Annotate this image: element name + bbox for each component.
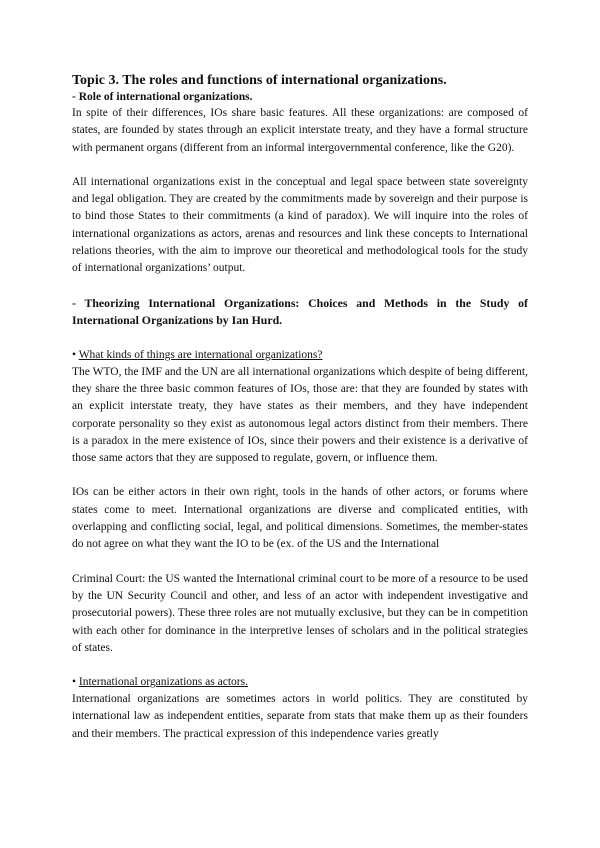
spacer <box>72 278 528 295</box>
paragraph-basic-features: In spite of their differences, IOs share basic features. All these organizations: are composed of states, are founded by states through an explicit interstate treaty, and they have a formal structure with permanent organs (different from an informal intergovernmental conference, like the G20). <box>72 107 528 154</box>
section-heading-theorizing: - Theorizing International Organizations: Choices and Methods in the Study of International Organizations by Ian Hurd. <box>72 295 528 328</box>
paragraph-sovereignty: All international organizations exist in the conceptual and legal space between state sovereignty and legal obligation. They are created by the commitments made by sovereign and their purpose is to bind those States to their commitments (a kind of paradox). We will inquire into the roles of international organizations as actors, arenas and resources and link these concepts to International relations theories, with the aim to improve our theoretical and methodological tools for the study of international organizations’ output. <box>72 175 528 275</box>
bullet-title: International organizations as actors. <box>78 676 248 689</box>
spacer <box>72 157 528 174</box>
spacer <box>72 554 528 571</box>
paragraph-roles: IOs can be either actors in their own right, tools in the hands of other actors, or forums where states come to meet. International organizations are diverse and complicated entities, with overlapping and conflicting social, legal, and political dimensions. Sometimes, the member-states do not agree on what they want the IO to be (ex. of the US and the International <box>72 486 528 551</box>
paragraph-criminal-court: Criminal Court: the US wanted the International criminal court to be more of a resource to be used by the UN Security Council and other, and less of an actor with independent investigative and prosecutorial powers). These three roles are not mutually exclusive, but they can be in competition with each other for dominance in the interpretive lenses of scholars and in the political strategies of states. <box>72 572 528 654</box>
bullet-title: What kinds of things are international organizations? <box>78 348 323 361</box>
bullet-marker: • <box>72 348 77 361</box>
bullet-heading-kinds <box>72 347 528 364</box>
spacer <box>72 657 528 674</box>
document-page <box>72 72 528 743</box>
spacer <box>72 467 528 484</box>
paragraph-actors: International organizations are sometimes actors in world politics. They are constituted by international law as independent entities, separate from stats that make them up as their founders and their members. The practical expression of this independence varies greatly <box>72 693 528 740</box>
paragraph-kinds: The WTO, the IMF and the UN are all international organizations which despite of being different, they share the three basic common features of IOs, those are: that they are founded by states with an explicit interstate treaty, they have states as their members, and they have independent corporate personality so they exist as autonomous legal actors distinct from their members. There is a paradox in the mere existence of IOs, since their powers and their existence is a derivative of those same actors that they are supposed to regulate, govern, or influence them. <box>72 365 528 465</box>
page-title: Topic 3. The roles and functions of international organizations. <box>72 73 447 88</box>
bullet-marker: • <box>72 676 77 689</box>
section-heading-role: - Role of international organizations. <box>72 91 253 103</box>
spacer <box>72 330 528 347</box>
bullet-heading-actors <box>72 674 528 691</box>
